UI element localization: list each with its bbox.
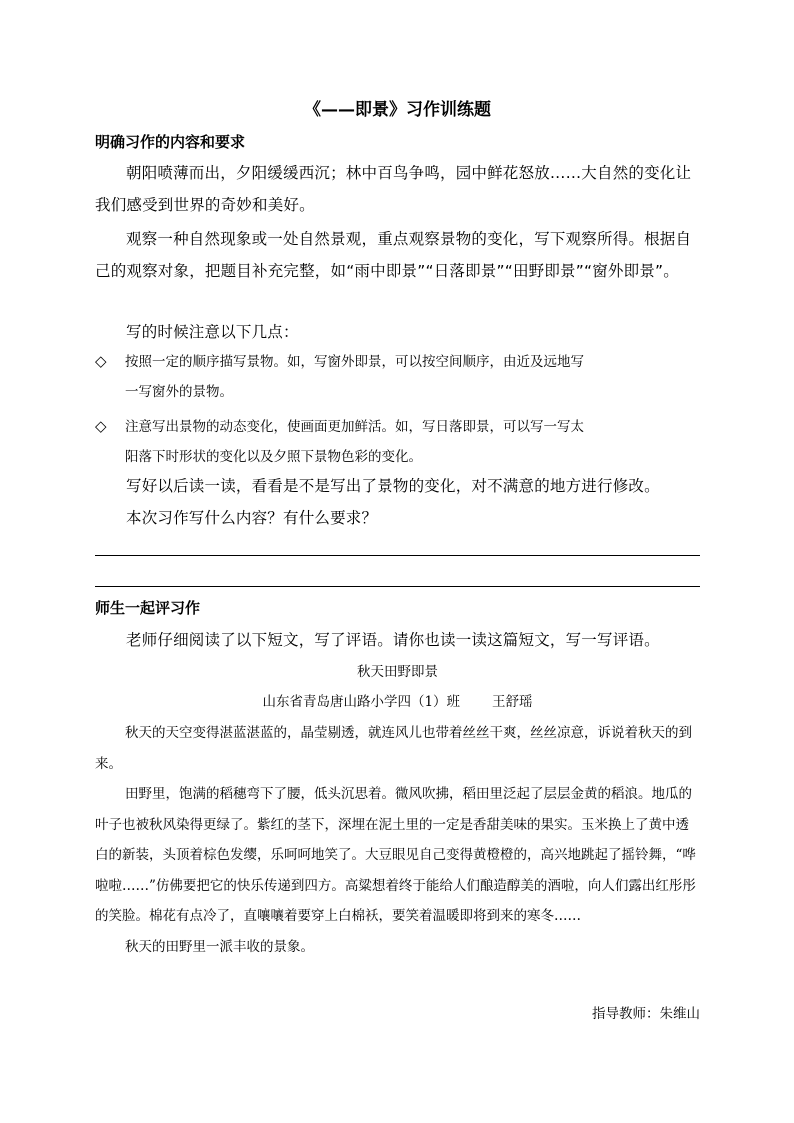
essay-paragraph: 秋天的田野里一派丰收的景象。	[125, 938, 314, 955]
essay-title: 秋天田野即景	[357, 664, 438, 680]
paragraph-intro: 朝阳喷薄而出，夕阳缓缓西沉；林中百鸟争鸣，园中鲜花怒放……大自然的变化让我们感受到世界的奇妙和美好。	[95, 164, 692, 214]
paragraph-review-intro: 老师仔细阅读了以下短文，写了评语。请你也读一读这篇短文，写一写评语。	[126, 631, 660, 649]
document-title: 《——即景》习作训练题	[304, 100, 491, 120]
bullet-item	[95, 346, 700, 407]
bullet-list	[95, 346, 700, 472]
paragraph-notes-lead: 写的时候注意以下几点：	[126, 323, 299, 341]
essay-paragraph: 秋天的天空变得湛蓝湛蓝的，晶莹剔透，就连风儿也带着丝丝干爽，丝丝凉意，诉说着秋天的到来。	[95, 725, 692, 772]
bullet-text: 按照一定的顺序描写景物。如，写窗外即景，可以按空间顺序，由近及远地写	[125, 354, 584, 370]
bullet-item	[95, 411, 700, 472]
paragraph-task: 观察一种自然现象或一处自然景观，重点观察景物的变化，写下观察所得。根据自己的观察对象，把题目补充完整，如“雨中即景”“日落即景”“田野即景”“窗外即景”。	[95, 230, 692, 280]
essay-school: 山东省青岛唐山路小学四（1）班	[262, 694, 461, 710]
bullet-text: 注意写出景物的动态变化，使画面更加鲜活。如，写日落即景，可以写一写太	[125, 419, 584, 435]
paragraph-revise: 写好以后读一读，看看是不是写出了景物的变化，对不满意的地方进行修改。	[126, 477, 660, 495]
diamond-bullet-icon: ◇	[95, 417, 107, 435]
document-page	[95, 0, 700, 1123]
essay-byline	[95, 691, 700, 713]
question-text: 本次习作写什么内容？有什么要求？	[126, 509, 378, 527]
section-heading-requirements: 明确习作的内容和要求	[95, 133, 246, 151]
essay-body	[95, 718, 700, 962]
essay-author: 王舒瑶	[492, 694, 533, 710]
bullet-text-continued: 阳落下时形状的变化以及夕照下景物色彩的变化。	[125, 449, 422, 465]
answer-line	[95, 586, 700, 587]
section-heading-review: 师生一起评习作	[95, 599, 201, 617]
answer-line	[95, 555, 700, 556]
teacher-credit: 指导教师：朱维山	[592, 1006, 700, 1022]
bullet-text-continued: 一写窗外的景物。	[125, 384, 233, 400]
essay-paragraph: 田野里，饱满的稻穗弯下了腰，低头沉思着。微风吹拂，稻田里泛起了层层金黄的稻浪。地瓜的叶子也被秋风染得更绿了。紫红的茎下，深埋在泥土里的一定是香甜美味的果实。玉米换上了黄中透白的新装，头顶着棕色发缨，乐呵呵地笑了。大豆眼见自己变得黄橙橙的，高兴地跳起了摇铃舞，“哗啦啦……”仿佛要把它的快乐传递到四方。高粱想着终于能给人们酿造醇美的酒啦，向人们露出红彤彤的笑脸。棉花有点冷了，直嚷嚷着要穿上白棉袄，要笑着温暖即将到来的寒冬……	[95, 786, 696, 924]
diamond-bullet-icon: ◇	[95, 352, 107, 370]
